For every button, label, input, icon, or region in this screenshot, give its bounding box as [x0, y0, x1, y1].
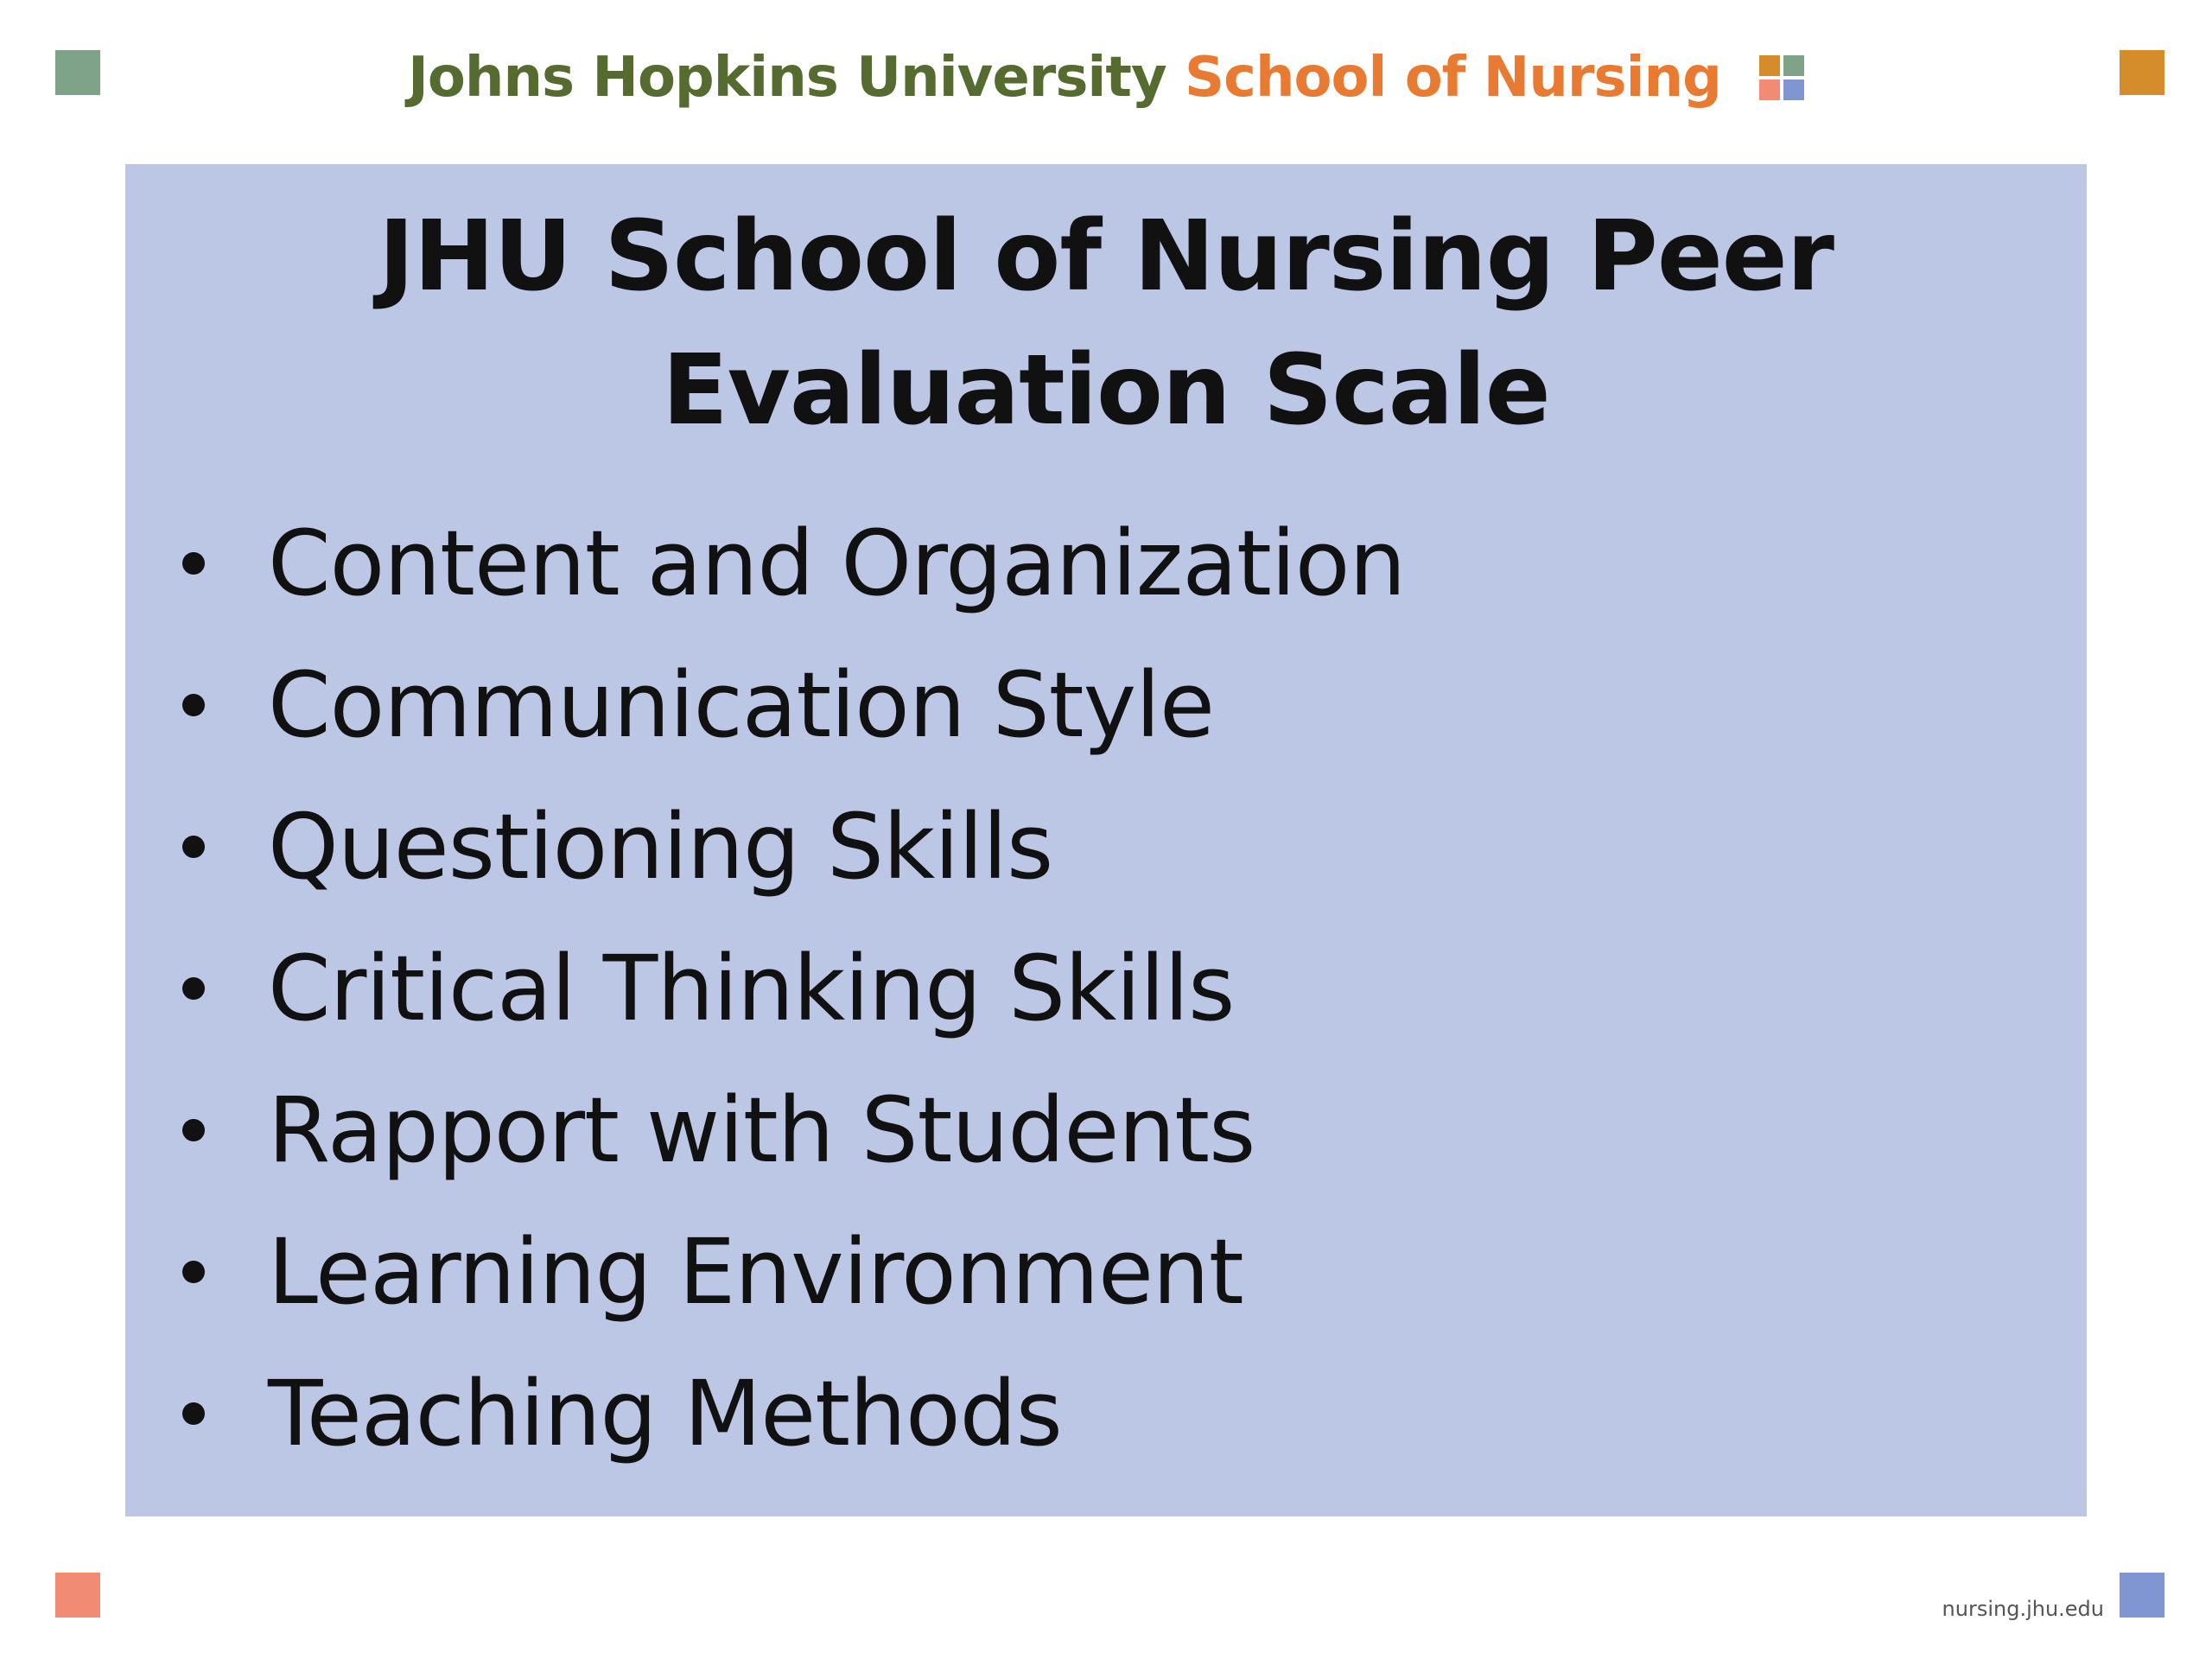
- slide-title: JHU School of Nursing Peer Evaluation Scale: [378, 200, 1834, 447]
- brand-mark-square: [1759, 55, 1780, 76]
- bullet-text: Rapport with Students: [268, 1077, 1255, 1183]
- bullet-text: Questioning Skills: [268, 794, 1053, 899]
- bullet-dot-icon: [182, 552, 205, 575]
- bullet-text: Content and Organization: [268, 511, 1406, 616]
- bullet-text: Critical Thinking Skills: [268, 936, 1235, 1041]
- brand-mark-icon: [1759, 55, 1804, 100]
- header-logo: [0, 35, 2212, 121]
- header-school: School of Nursing: [1184, 46, 1721, 110]
- bullet-dot-icon: [182, 1402, 205, 1425]
- content-box: [125, 164, 2087, 1516]
- bullet-dot-icon: [182, 836, 205, 858]
- header-university: Johns Hopkins University: [408, 46, 1166, 110]
- bullet-dot-icon: [182, 694, 205, 716]
- bullet-dot-icon: [182, 1119, 205, 1141]
- brand-mark-square: [1783, 55, 1804, 76]
- header-title: [408, 46, 1721, 110]
- corner-square-bottom-left: [55, 1573, 100, 1618]
- bullet-text: Learning Environment: [268, 1219, 1243, 1325]
- bullet-text: Teaching Methods: [268, 1361, 1062, 1466]
- footer-url: nursing.jhu.edu: [1942, 1597, 2104, 1621]
- bullet-dot-icon: [182, 1261, 205, 1283]
- brand-mark-square: [1783, 79, 1804, 100]
- bullet-text: Communication Style: [268, 652, 1214, 758]
- bullet-dot-icon: [182, 977, 205, 1000]
- corner-square-bottom-right: [2120, 1573, 2164, 1618]
- brand-mark-square: [1759, 79, 1780, 100]
